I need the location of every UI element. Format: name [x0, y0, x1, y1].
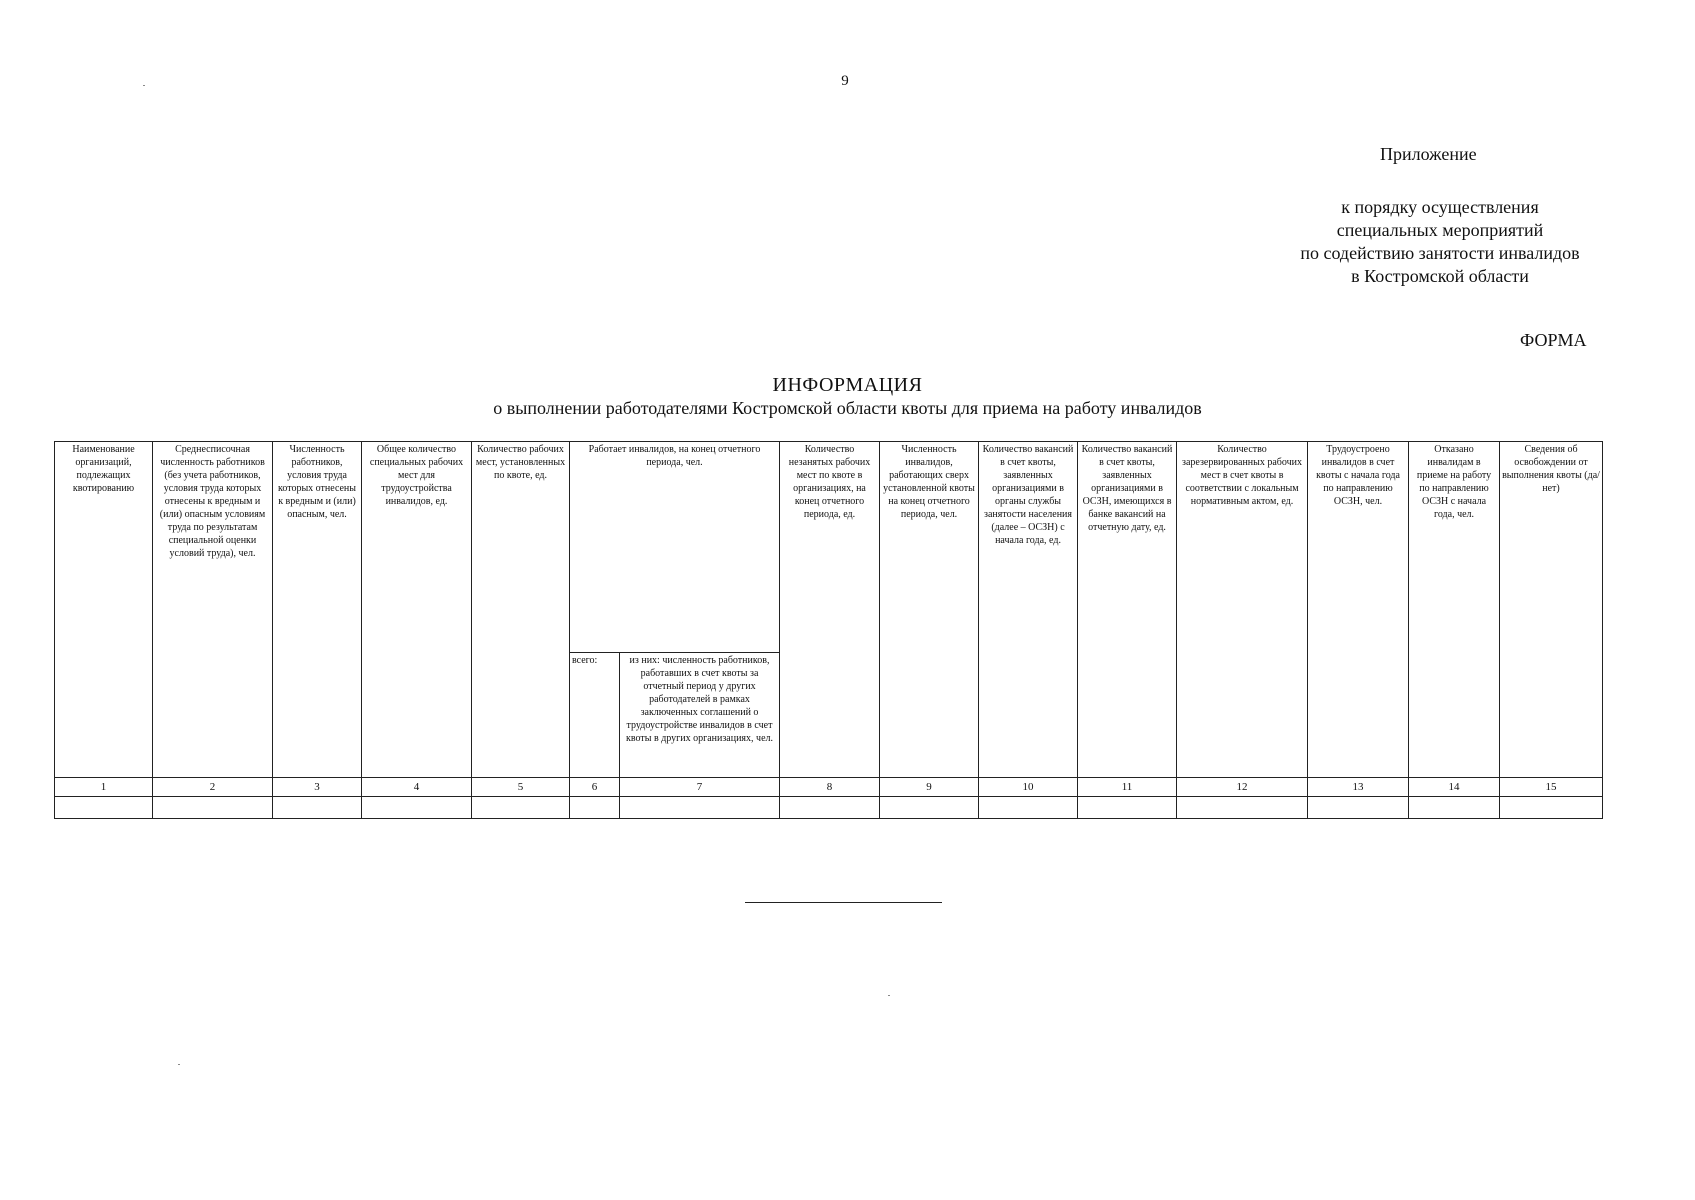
header-row [55, 442, 1603, 653]
subheader-of-which: из них: численность работников, работавших в счет квоты за отчетный период у других работодателей в рамках заключенных соглашений о трудоустройстве инвалидов в счет квоты в других организациях, чел. [620, 653, 780, 778]
closing-separator-line [745, 902, 942, 903]
header-cell: Количество зарезервированных рабочих мест в счет квоты в соответствии с локальным нормативным актом, ед. [1177, 442, 1308, 778]
column-number: 7 [620, 778, 780, 797]
column-number: 8 [780, 778, 880, 797]
column-number: 1 [55, 778, 153, 797]
column-number: 14 [1409, 778, 1500, 797]
column-number-row [55, 778, 1603, 797]
scan-speck [178, 1064, 180, 1065]
data-cell [1308, 797, 1409, 819]
column-number: 6 [570, 778, 620, 797]
appendix-line: специальных мероприятий [1336, 220, 1544, 240]
column-number: 4 [362, 778, 472, 797]
header-cell: Сведения об освобождении от выполнения квоты (да/нет) [1500, 442, 1603, 778]
column-number: 12 [1177, 778, 1308, 797]
header-cell: Общее количество специальных рабочих мест для трудоустройства инвалидов, ед. [362, 442, 472, 778]
appendix-title: Приложение [1380, 144, 1477, 164]
document-subtitle: о выполнении работодателями Костромской области квоты для приема на работу инвалидов [493, 398, 1202, 418]
subheader-total: всего: [570, 653, 620, 778]
column-number: 3 [273, 778, 362, 797]
quota-report-table [54, 441, 1603, 819]
data-cell [1409, 797, 1500, 819]
data-cell [620, 797, 780, 819]
data-cell [979, 797, 1078, 819]
data-cell [472, 797, 570, 819]
appendix-line: к порядку осуществления [1341, 197, 1539, 217]
document-title: ИНФОРМАЦИЯ [772, 374, 923, 396]
column-number: 9 [880, 778, 979, 797]
header-cell: Количество рабочих мест, установленных по квоте, ед. [472, 442, 570, 778]
data-cell [1078, 797, 1177, 819]
header-cell: Отказано инвалидам в приеме на работу по направлению ОСЗН с начала года, чел. [1409, 442, 1500, 778]
scan-speck [888, 995, 890, 996]
header-cell: Количество вакансий в счет квоты, заявленных организациями в ОСЗН, имеющихся в банке вакансий на отчетную дату, ед. [1078, 442, 1177, 778]
page-number: 9 [841, 73, 849, 89]
header-cell: Количество незанятых рабочих мест по квоте в организациях, на конец отчетного периода, ед. [780, 442, 880, 778]
data-cell [55, 797, 153, 819]
data-cell [570, 797, 620, 819]
header-cell: Наименование организаций, подлежащих квотированию [55, 442, 153, 778]
header-cell: Численность работников, условия труда которых отнесены к вредным и (или) опасным, чел. [273, 442, 362, 778]
data-cell [1500, 797, 1603, 819]
form-label: ФОРМА [1520, 330, 1587, 350]
data-cell [153, 797, 273, 819]
column-number: 5 [472, 778, 570, 797]
header-cell: Количество вакансий в счет квоты, заявленных организациями в органы службы занятости населения (далее – ОСЗН) с начала года, ед. [979, 442, 1078, 778]
appendix-line: в Костромской области [1351, 266, 1529, 286]
header-cell: Трудоустроено инвалидов в счет квоты с начала года по направлению ОСЗН, чел. [1308, 442, 1409, 778]
data-cell [273, 797, 362, 819]
data-cell [1177, 797, 1308, 819]
column-number: 11 [1078, 778, 1177, 797]
appendix-line: по содействию занятости инвалидов [1300, 243, 1580, 263]
column-number: 10 [979, 778, 1078, 797]
header-cell-group: Работает инвалидов, на конец отчетного периода, чел. [570, 442, 780, 653]
column-number: 2 [153, 778, 273, 797]
data-cell [780, 797, 880, 819]
column-number: 15 [1500, 778, 1603, 797]
empty-data-row [55, 797, 1603, 819]
data-cell [880, 797, 979, 819]
header-cell: Среднесписочная численность работников (без учета работников, условия труда которых отнесены к вредным и (или) опасным условиям труда по результатам специальной оценки условий труда), чел. [153, 442, 273, 778]
scan-speck [143, 85, 145, 86]
header-cell: Численность инвалидов, работающих сверх установленной квоты на конец отчетного периода, чел. [880, 442, 979, 778]
appendix-reference [1270, 196, 1610, 288]
column-number: 13 [1308, 778, 1409, 797]
data-cell [362, 797, 472, 819]
